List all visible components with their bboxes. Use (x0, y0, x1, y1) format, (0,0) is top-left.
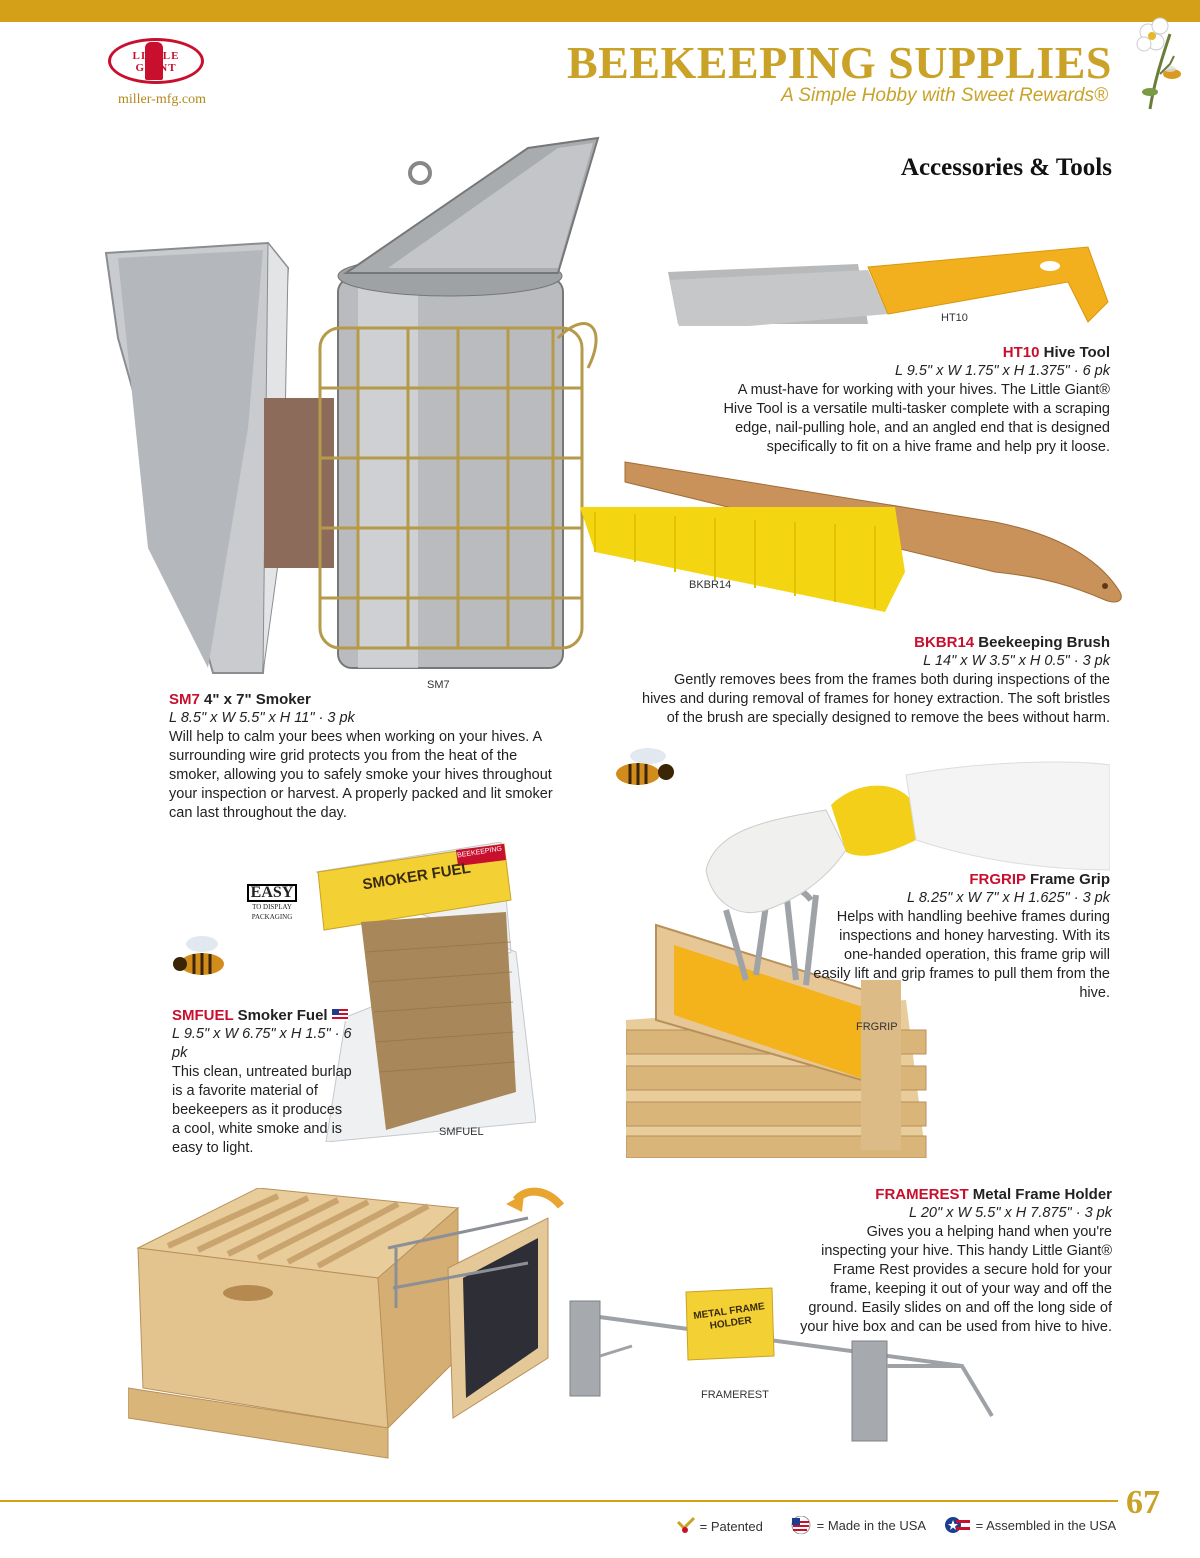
smoker-dims: L 8.5" x W 5.5" x H 11" · 3 pk (169, 710, 355, 726)
brush-caption: BKBR14 (689, 579, 732, 591)
patented-icon (676, 1516, 696, 1534)
frame-holder-package-label: METAL FRAME HOLDER (692, 1301, 766, 1332)
frame-grip-caption: FRGRIP (856, 1021, 898, 1033)
brush-code: BKBR14 (914, 634, 975, 651)
smoker-fuel-name: Smoker Fuel (233, 1007, 328, 1024)
page-tagline: A Simple Hobby with Sweet Rewards® (781, 85, 1108, 106)
hive-tool-desc: A must-have for working with your hives. The Little Giant® Hive Tool is a versatile multi-tasker complete with a scraping edge, nail-pulling hole, and an angled end that is designed specifically to fit on a hive frame and help pry it loose. (723, 382, 1110, 455)
hive-tool-dims: L 9.5" x W 1.75" x H 1.375" · 6 pk (894, 363, 1110, 379)
smoker-fuel-description-block (172, 1006, 352, 1158)
top-color-bar (0, 0, 1200, 22)
frame-grip-title (810, 870, 1110, 889)
smoker-code: SM7 (169, 691, 200, 708)
frame-grip-name: Frame Grip (1025, 871, 1110, 888)
usa-flag-icon (789, 1516, 813, 1534)
curved-arrow-icon (506, 1186, 566, 1220)
hive-tool-title (720, 343, 1110, 362)
brush-description-block (640, 633, 1110, 728)
section-heading: Accessories & Tools (900, 154, 1112, 181)
smoker-caption: SM7 (427, 679, 450, 691)
hive-tool-code: HT10 (1002, 344, 1040, 361)
smoker-fuel-package-label: SMOKER FUEL (361, 859, 472, 894)
smoker-image (88, 128, 608, 688)
page-number: 67 (1126, 1484, 1160, 1521)
smoker-title (169, 690, 569, 709)
frame-rest-code: FRAMEREST (875, 1186, 969, 1203)
hive-tool-caption: HT10 (941, 312, 968, 324)
hive-box-image (128, 1188, 568, 1460)
frame-grip-desc: Helps with handling beehive frames during inspections and honey harvesting. With its one-handed operation, this frame grip will easily lift and grip frames to pull them from the hive. (813, 909, 1110, 1001)
legend-made-usa-label: = Made in the USA (816, 1518, 927, 1533)
website-link[interactable]: miller-mfg.com (118, 92, 206, 107)
brush-title (640, 633, 1110, 652)
easy-display-subtitle: TO DISPLAY PACKAGING (251, 903, 293, 921)
frame-rest-description-block (800, 1185, 1112, 1337)
frame-rest-dims: L 20" x W 5.5" x H 7.875" · 3 pk (909, 1205, 1112, 1221)
hive-tool-name: Hive Tool (1039, 344, 1110, 361)
smoker-fuel-desc: This clean, untreated burlap is a favorite material of beekeepers as it produces a cool, white smoke and is easy to light. (172, 1064, 352, 1156)
brush-image (575, 452, 1127, 614)
frame-rest-caption: FRAMEREST (701, 1389, 769, 1401)
footer-rule (0, 1500, 1118, 1502)
frame-grip-description-block (810, 870, 1110, 1003)
brush-desc: Gently removes bees from the frames both during inspections of the hives and during removal of frames for honey extraction. The soft bristles of the brush are specially designed to remove the bees without harm. (642, 672, 1110, 726)
brush-dims: L 14" x W 3.5" x H 0.5" · 3 pk (923, 653, 1110, 669)
smoker-fuel-package-badge: BEEKEEPING (456, 845, 503, 860)
smoker-name: 4" x 7" Smoker (199, 691, 311, 708)
frame-rest-desc: Gives you a helping hand when you're inspecting your hive. This handy Little Giant® Frame Rest provides a secure hold for your frame, keeping it out of your way and off the ground. Easily slides on and off the long side of your hive box and can be used from hive to hive. (800, 1224, 1112, 1335)
hive-tool-image (668, 242, 1116, 326)
hive-tool-description-block (720, 343, 1110, 457)
frame-grip-code: FRGRIP (969, 871, 1026, 888)
smoker-desc: Will help to calm your bees when working on your hives. A surrounding wire grid protects you from the heat of the smoker, allowing you to safely smoke your hives throughout your inspection or harvest. A properly packed and lit smoker can last throughout the day. (169, 729, 553, 821)
legend-patented (676, 1516, 763, 1534)
logo-text: LITTLE GIANT (132, 50, 180, 74)
easy-display-title: EASY (247, 884, 298, 902)
legend-patented-label: = Patented (699, 1519, 763, 1534)
smoker-description-block (169, 690, 569, 823)
legend-assembled-usa (944, 1516, 1116, 1534)
smoker-fuel-code: SMFUEL (172, 1007, 234, 1024)
easy-display-badge (246, 884, 298, 922)
brush-name: Beekeeping Brush (974, 634, 1110, 651)
smoker-fuel-caption: SMFUEL (439, 1126, 484, 1138)
assembled-usa-icon (944, 1516, 972, 1534)
smoker-fuel-title (172, 1006, 352, 1025)
bee-icon-2 (172, 934, 238, 984)
legend-made-usa (789, 1516, 926, 1534)
page-title: BEEKEEPING SUPPLIES (566, 37, 1112, 88)
made-in-usa-flag-icon (332, 1009, 348, 1021)
frame-grip-dims: L 8.25" x W 7" x H 1.625" · 3 pk (907, 890, 1110, 906)
smoker-fuel-dims: L 9.5" x W 6.75" x H 1.5" · 6 pk (172, 1026, 352, 1061)
frame-rest-title (800, 1185, 1112, 1204)
frame-rest-name: Metal Frame Holder (968, 1186, 1112, 1203)
flower-bee-icon (1130, 14, 1190, 110)
legend-assembled-usa-label: = Assembled in the USA (975, 1518, 1117, 1533)
